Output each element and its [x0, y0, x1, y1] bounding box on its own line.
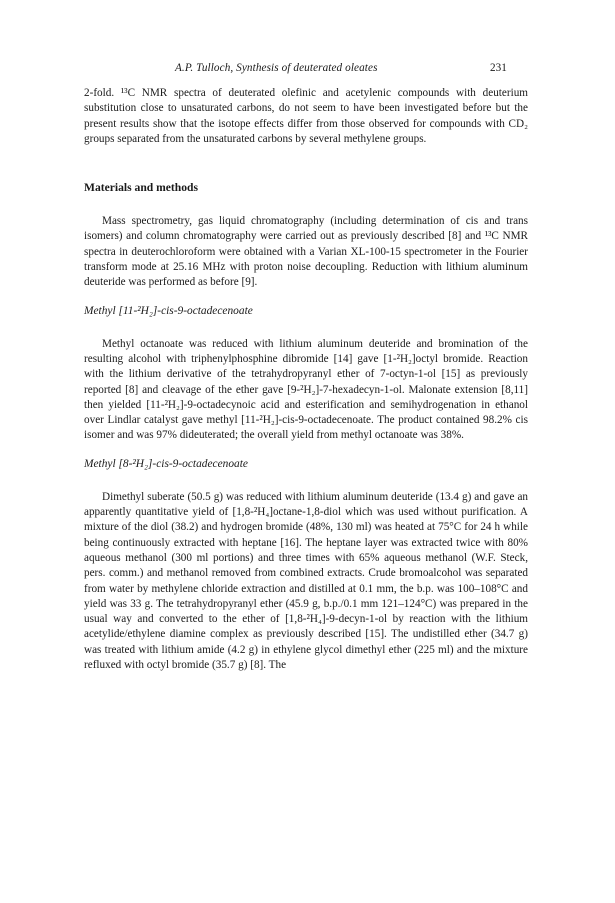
- article-body: [84, 86, 528, 673]
- subheading-methyl-8: Methyl [8-²H₂]-cis-9-octadecenoate: [84, 457, 248, 470]
- paragraph-methyl-8: Dimethyl suberate (50.5 g) was reduced with lithium aluminum deuteride (13.4 g) and gave an apparently quantitative yield of [1,8-²H₄]octane-1,8-diol which was used without purification. A mixture of the diol (38.2) and hydrogen bromide (48%, 130 ml) was heated at 75°C for 24 h while being continuously extracted with heptane [16]. The heptane layer was extracted twice with 80% aqueous methanol (300 ml portions) and three times with 65% aqueous methanol (W.F. Steck, pers. comm.) and methanol removed from combined extracts. Crude bromoalcohol was separated from water by methylene chloride extraction and distilled at 0.1 mm, the b.p. was 100–108°C and yield was 33 g. The tetrahydropyranyl ether (45.9 g, b.p./0.1 mm 121–124°C) was prepared in the usual way and converted to the ether of [1,8-²H₄]-9-decyn-1-ol by reaction with the lithium acetylide/ethylene diamine complex as previously described [15]. The undistilled ether (34.7 g) was treated with lithium amide (4.2 g) in ethylene glycol dimethyl ether (225 ml) and the mixture refluxed with octyl bromide (35.7 g) [8]. The: [84, 490, 528, 672]
- subheading-methyl-11: Methyl [11-²H₂]-cis-9-octadecenoate: [84, 304, 253, 317]
- methods-paragraph: Mass spectrometry, gas liquid chromatography (including determination of cis and trans isomers) and column chromatography were carried out as previously described [8] and ¹³C NMR spectra in deuterochloroform were obtained with a Varian XL-100-15 spectrometer in the Fourier transform mode at 25.16 MHz with proton noise decoupling. Reduction with lithium aluminum deuteride was performed as before [9].: [84, 215, 528, 289]
- section-heading-methods: Materials and methods: [84, 181, 199, 195]
- running-title: A.P. Tulloch, Synthesis of deuterated oleates: [175, 62, 378, 74]
- intro-paragraph: 2-fold. ¹³C NMR spectra of deuterated olefinic and acetylenic compounds with deuterium substitution close to unsaturated carbons, do not seem to have been investigated before but the present results show that the isotope effects differ from those observed for compounds with CD₂ groups separated from the unsaturated carbons by several methylene groups.: [84, 87, 528, 145]
- paragraph-methyl-11: Methyl octanoate was reduced with lithium aluminum deuteride and bromination of the resulting alcohol with triphenylphosphine dibromide [14] gave [1-²H₂]octyl bromide. Reaction with the lithium derivative of the tetrahydropyranyl ether of 7-octyn-1-ol [15] as previously reported [8] and cleavage of the ether gave [9-²H₂]-7-hexadecyn-1-ol. Malonate extension [8,11] then yielded [11-²H₂]-9-octadecynoic acid and esterification and semihydrogenation in ethanol over Lindlar catalyst gave methyl [11-²H₂]-cis-9-octadecenoate. The product contained 98.2% cis isomer and was 97% dideuterated; the overall yield from methyl octanoate was 38%.: [84, 337, 528, 442]
- page-number: 231: [490, 62, 507, 74]
